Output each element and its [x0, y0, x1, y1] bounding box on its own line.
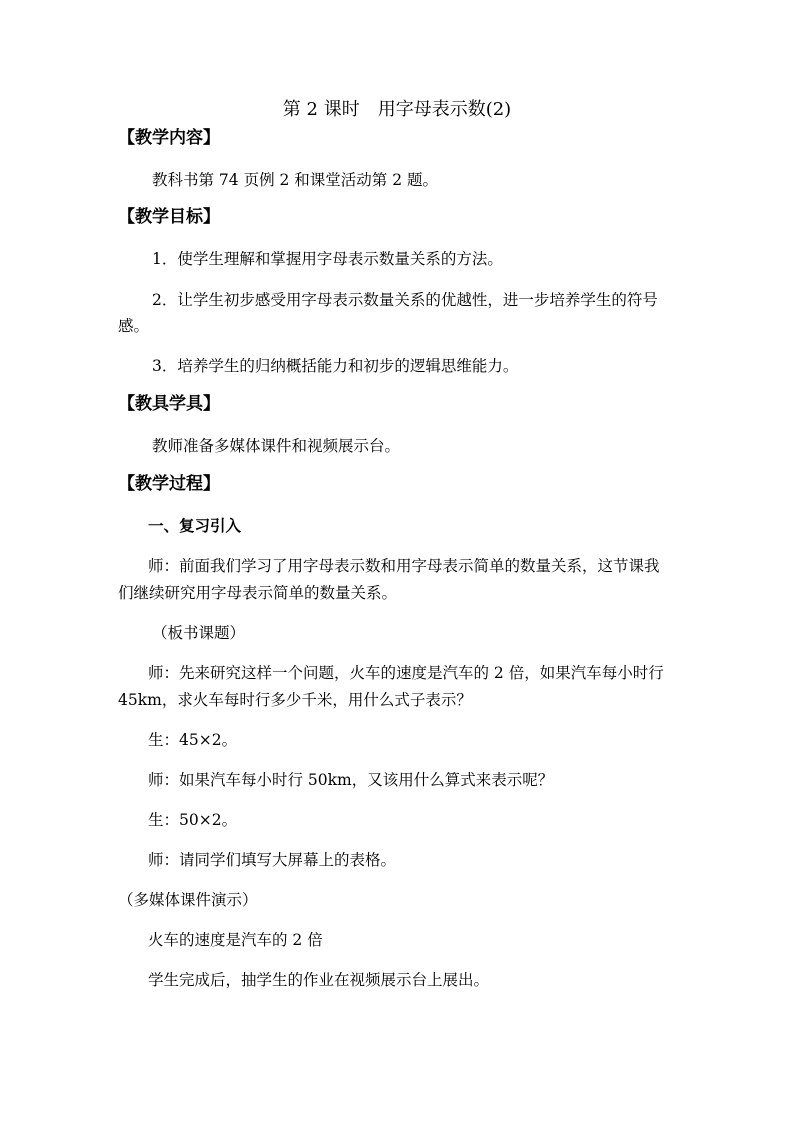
subheading-review-intro: 一、复习引入	[148, 517, 242, 535]
heading-teaching-goals: 【教学目标】	[118, 207, 220, 227]
goal-item-3: 3．培养学生的归纳概括能力和初步的逻辑思维能力。	[152, 357, 519, 375]
process-paragraph-9: 火车的速度是汽车的 2 倍	[148, 931, 323, 949]
heading-teaching-process: 【教学过程】	[118, 474, 220, 494]
process-paragraph-1-line-1: 师：前面我们学习了用字母表示数和用字母表示简单的数量关系，这节课我	[148, 557, 660, 575]
process-paragraph-5: 师：如果汽车每小时行 50km，又该用什么算式来表示呢？	[148, 771, 554, 789]
heading-teaching-content: 【教学内容】	[118, 128, 220, 148]
process-paragraph-3-line-1: 师：先来研究这样一个问题，火车的速度是汽车的 2 倍，如果汽车每小时行	[148, 664, 664, 682]
goal-item-1: 1．使学生理解和掌握用字母表示数量关系的方法。	[152, 250, 503, 268]
teaching-content-text: 教科书第 74 页例 2 和课堂活动第 2 题。	[152, 171, 439, 189]
process-paragraph-7: 师：请同学们填写大屏幕上的表格。	[148, 851, 397, 869]
goal-item-2-line-1: 2．让学生初步感受用字母表示数量关系的优越性，进一步培养学生的符号	[152, 291, 658, 309]
page-title: 第 2 课时 用字母表示数(2)	[282, 99, 512, 120]
process-paragraph-4: 生：45×2。	[148, 731, 238, 749]
process-paragraph-1-line-2: 们继续研究用字母表示简单的数量关系。	[118, 584, 398, 602]
goal-item-2-line-2: 感。	[118, 317, 150, 335]
process-paragraph-6: 生：50×2。	[148, 811, 238, 829]
process-paragraph-3-line-2: 45km，求火车每时行多少千米，用什么式子表示？	[118, 691, 472, 709]
process-paragraph-10: 学生完成后，抽学生的作业在视频展示台上展出。	[148, 971, 490, 989]
heading-teaching-tools: 【教具学具】	[118, 394, 220, 414]
teaching-tools-text: 教师准备多媒体课件和视频展示台。	[152, 437, 401, 455]
process-paragraph-8: （多媒体课件演示）	[118, 891, 258, 909]
process-paragraph-2: （板书课题）	[152, 624, 246, 642]
